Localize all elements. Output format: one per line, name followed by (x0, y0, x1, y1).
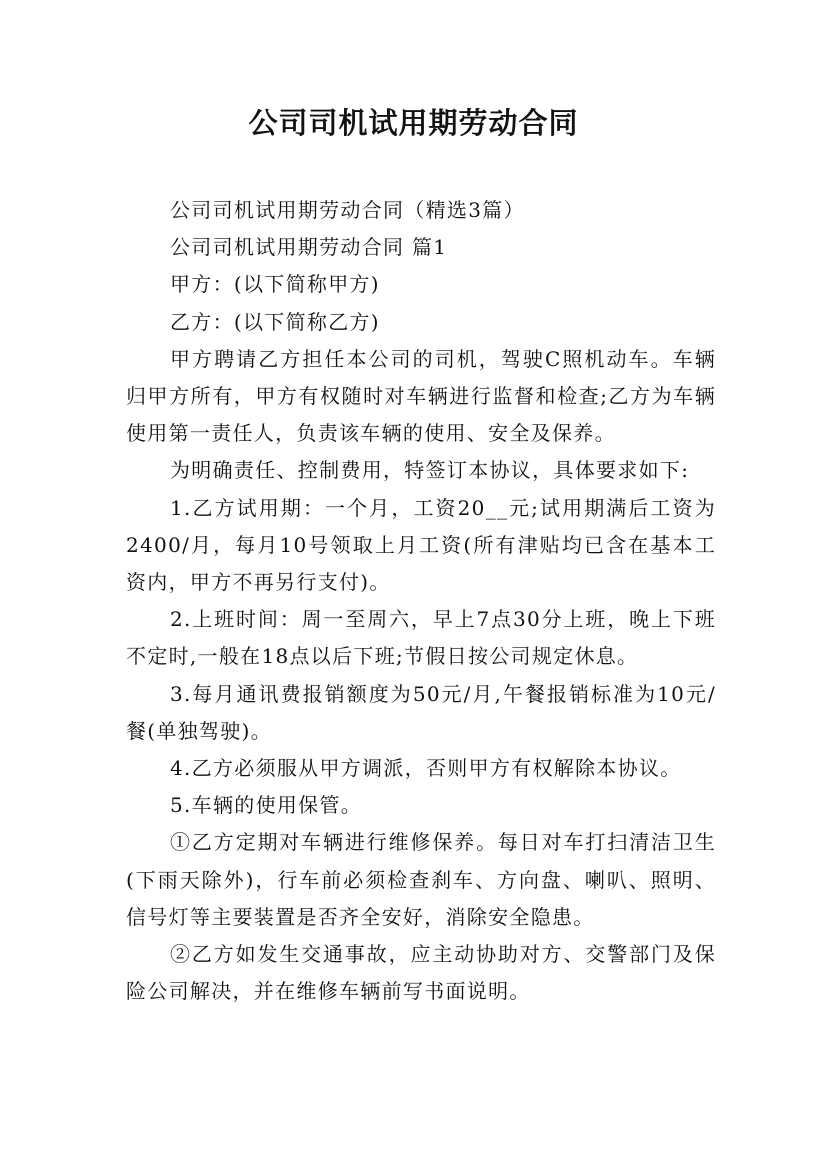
paragraph-section-heading: 公司司机试用期劳动合同 篇1 (170, 235, 448, 260)
paragraph-intro: 甲方聘请乙方担任本公司的司机，驾驶C照机动车。车辆归甲方所有，甲方有权随时对车辆进行监督和检查;乙方为车辆使用第一责任人，负责该车辆的使用、安全及保养。 (126, 346, 716, 446)
paragraph-party-b: 乙方：(以下简称乙方) (170, 309, 380, 334)
paragraph-clause-5: 5.车辆的使用保管。 (170, 793, 363, 818)
paragraph-clause-5-item-1: ①乙方定期对车辆进行维修保养。每日对车打扫清洁卫生(下雨天除外)，行车前必须检查刹车、方向盘、喇叭、照明、信号灯等主要装置是否齐全安好，消除安全隐患。 (126, 830, 716, 929)
document-title: 公司司机试用期劳动合同 (248, 106, 579, 140)
paragraph-purpose: 为明确责任、控制费用，特签订本协议，具体要求如下: (170, 458, 690, 483)
paragraph-clause-3: 3.每月通讯费报销额度为50元/月,午餐报销标准为10元/餐(单独驾驶)。 (126, 681, 716, 743)
paragraph-subtitle: 公司司机试用期劳动合同（精选3篇） (170, 198, 525, 222)
document-body (126, 192, 716, 1010)
paragraph-clause-1: 1.乙方试用期：一个月，工资20__元;试用期满后工资为2400/月，每月10号领取上月工资(所有津贴均已含在基本工资内，甲方不再另行支付)。 (126, 495, 716, 595)
paragraph-clause-5-item-2: ②乙方如发生交通事故，应主动协助对方、交警部门及保险公司解决，并在维修车辆前写书面说明。 (126, 942, 716, 1004)
paragraph-clause-4: 4.乙方必须服从甲方调派，否则甲方有权解除本协议。 (170, 756, 682, 781)
paragraph-party-a: 甲方：(以下简称甲方) (170, 272, 380, 297)
paragraph-clause-2: 2.上班时间：周一至周六，早上7点30分上班，晚上下班不定时,一般在18点以后下班;节假日按公司规定休息。 (126, 607, 716, 669)
